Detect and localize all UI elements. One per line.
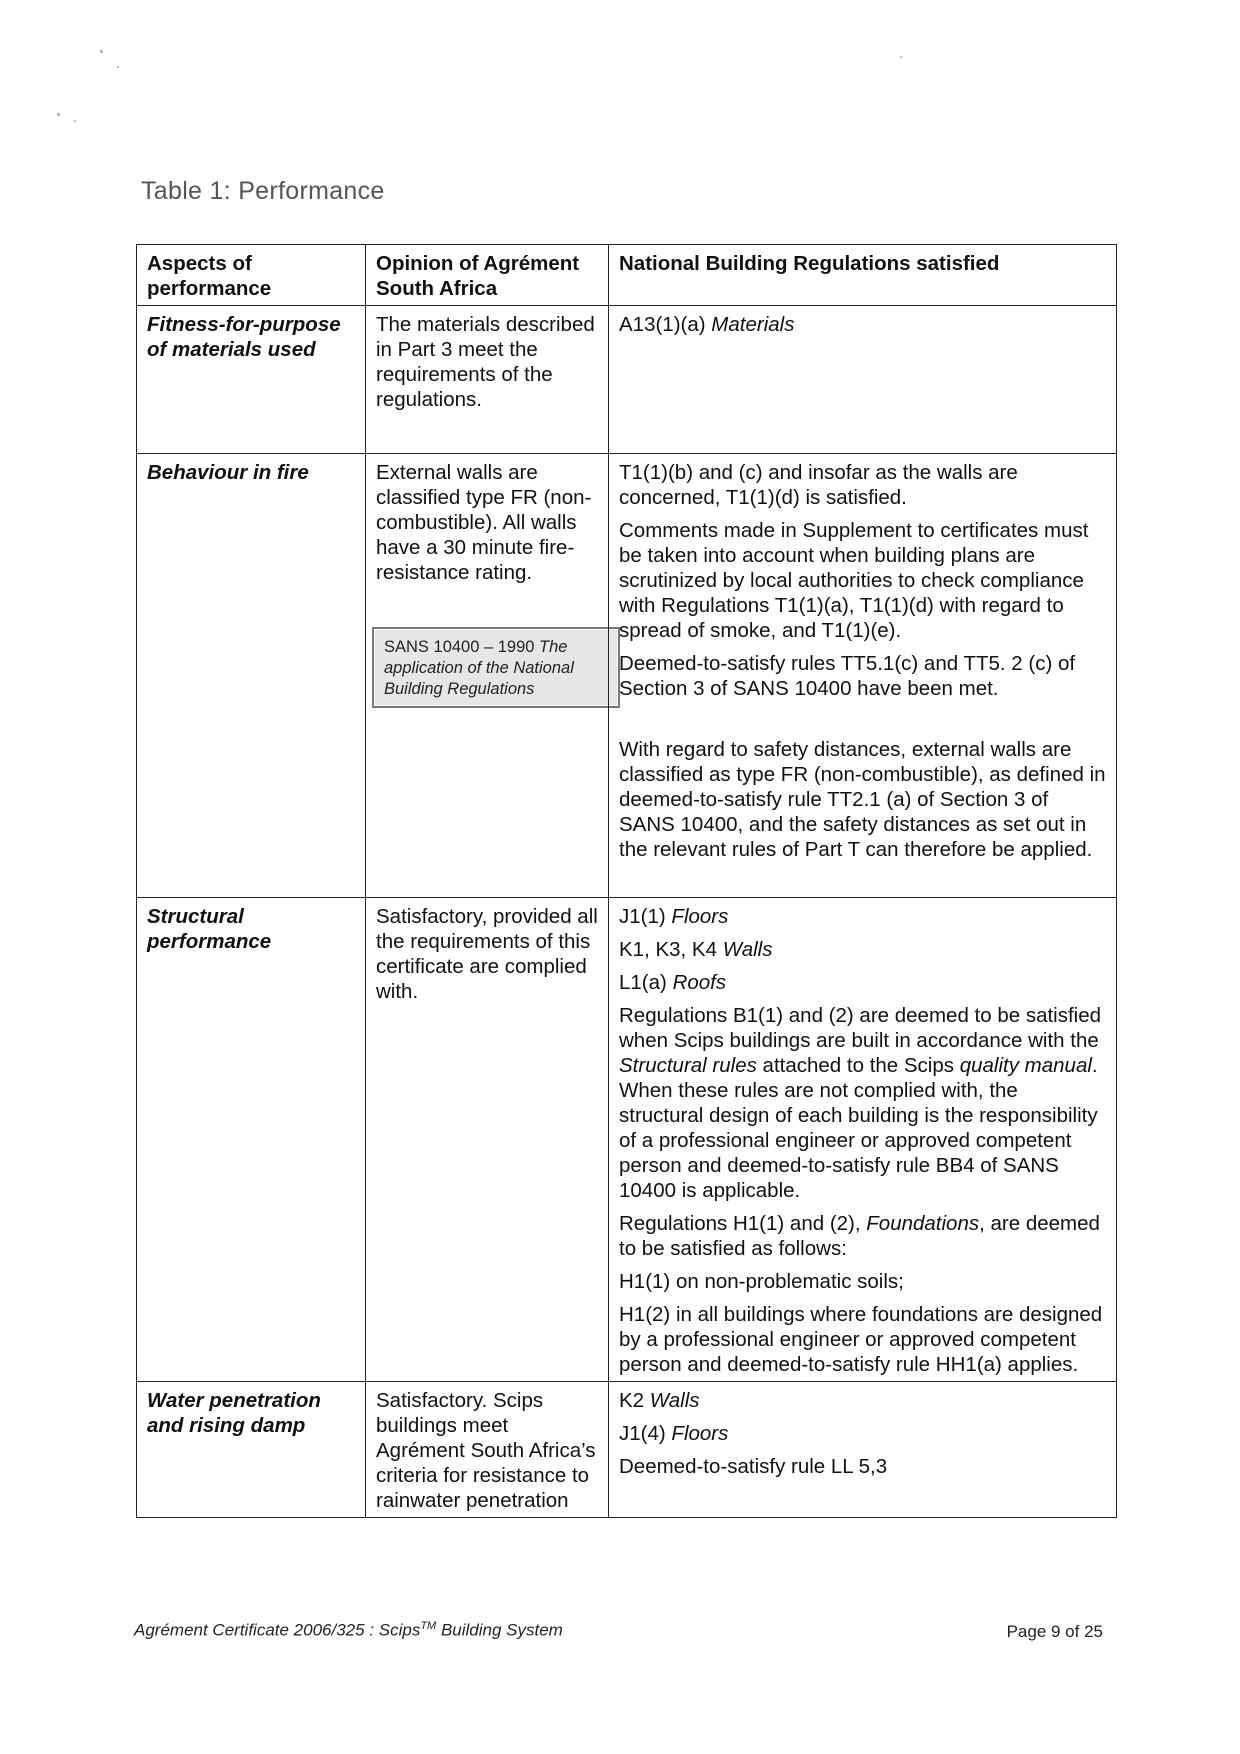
regulation-code: K2 <box>619 1389 645 1412</box>
regulation-para: T1(1)(b) and (c) and insofar as the walls are concerned, T1(1)(d) is satisfied. <box>619 461 1018 509</box>
text-run: Regulations B1(1) and (2) are deemed to be satisfied when Scips buildings are built in accordance with the <box>619 1004 1102 1052</box>
regulation-para: Deemed-to-satisfy rules TT5.1(c) and TT5. 2 (c) of Section 3 of SANS 10400 have been met. <box>619 652 1076 700</box>
aspect-cell: Structural performance <box>137 898 366 1382</box>
text-run-italic: quality manual <box>959 1054 1092 1077</box>
regulation-title: Walls <box>722 938 773 961</box>
scan-speck <box>100 50 103 53</box>
regulation-line <box>619 937 1106 962</box>
sans-code: SANS 10400 – 1990 <box>384 638 535 656</box>
regulation-title: Walls <box>649 1389 700 1412</box>
sans-reference-box <box>372 627 620 708</box>
regulation-para: With regard to safety distances, external walls are classified as type FR (non-combustible), as defined in deemed-to-satisfy rule TT2.1 (a) of Section 3 of SANS 10400, and the safety distances as set out in the relevant rules of Part T can therefore be applied. <box>619 738 1106 861</box>
regulation-line <box>619 312 1106 337</box>
footer-cert-text: Agrément Certificate 2006/325 : Scips <box>134 1620 421 1640</box>
regulation-code: J1(4) <box>619 1422 666 1445</box>
header-aspects: Aspects of performance <box>137 245 366 306</box>
sans-title: The application of the National Building Regulations <box>384 638 574 698</box>
nbr-cell <box>609 454 1117 898</box>
regulation-para <box>619 1211 1106 1261</box>
table-row <box>137 454 1117 898</box>
opinion-cell <box>366 454 609 898</box>
scan-speck <box>117 66 119 68</box>
nbr-cell <box>609 306 1117 454</box>
opinion-cell: Satisfactory, provided all the requirements of this certificate are complied with. <box>366 898 609 1382</box>
regulation-para: Comments made in Supplement to certificates must be taken into account when building plans are scrutinized by local authorities to check compliance with Regulations T1(1)(a), T1(1)(d) with regard to spread of smoke, and T1(1)(e). <box>619 519 1089 642</box>
header-nbr: National Building Regulations satisfied <box>609 245 1117 306</box>
text-run: . When these rules are not complied with, the structural design of each building is the responsibility of a professional engineer or approved competent person and deemed-to-satisfy rule BB4 of SANS 10400 is applicable. <box>619 1054 1098 1202</box>
text-run-italic: Foundations <box>866 1212 980 1235</box>
regulation-line <box>619 904 1106 929</box>
nbr-cell <box>609 898 1117 1382</box>
page-number: Page 9 of 25 <box>1006 1622 1103 1641</box>
scan-speck <box>900 56 902 58</box>
regulation-para <box>619 1003 1106 1203</box>
regulation-code: A13(1)(a) <box>619 313 706 336</box>
regulation-para: Deemed-to-satisfy rule LL 5,3 <box>619 1455 888 1478</box>
performance-table <box>136 244 1117 1518</box>
regulation-line <box>619 1421 1106 1446</box>
opinion-cell: The materials described in Part 3 meet the requirements of the regulations. <box>366 306 609 454</box>
footer-system-text: Building System <box>436 1620 563 1640</box>
page-title: Table 1: Performance <box>141 177 385 205</box>
regulation-title: Floors <box>671 905 729 928</box>
table-row <box>137 306 1117 454</box>
table-row <box>137 898 1117 1382</box>
regulation-para: H1(1) on non-problematic soils; <box>619 1270 904 1293</box>
aspect-cell: Behaviour in fire <box>137 454 366 898</box>
text-run: , are deemed to be satisfied as follows: <box>619 1212 1100 1260</box>
scan-speck <box>57 113 60 116</box>
text-run-italic: Structural rules <box>619 1054 757 1077</box>
regulation-code: L1(a) <box>619 971 667 994</box>
regulation-line <box>619 1388 1106 1413</box>
regulation-code: K1, K3, K4 <box>619 938 718 961</box>
regulation-code: J1(1) <box>619 905 666 928</box>
scan-speck <box>74 120 76 122</box>
paragraph-gap <box>619 709 1106 737</box>
trademark-mark: TM <box>420 1620 437 1632</box>
aspect-cell: Water penetration and rising damp <box>137 1382 366 1518</box>
table-header-row <box>137 245 1117 306</box>
regulation-title: Floors <box>671 1422 729 1445</box>
text-run: attached to the Scips <box>756 1054 960 1077</box>
regulation-title: Materials <box>711 313 795 336</box>
header-opinion: Opinion of Agrément South Africa <box>366 245 609 306</box>
table-row <box>137 1382 1117 1518</box>
regulation-para: H1(2) in all buildings where foundations are designed by a professional engineer or approved competent person and deemed-to-satisfy rule HH1(a) applies. <box>619 1303 1103 1376</box>
opinion-text: External walls are classified type FR (non-combustible). All walls have a 30 minute fire-resistance rating. <box>376 461 592 584</box>
regulation-title: Roofs <box>672 971 727 994</box>
opinion-cell: Satisfactory. Scips buildings meet Agrément South Africa’s criteria for resistance to rainwater penetration <box>366 1382 609 1518</box>
footer-certificate <box>134 1620 563 1641</box>
nbr-cell <box>609 1382 1117 1518</box>
aspect-cell: Fitness-for-purpose of materials used <box>137 306 366 454</box>
text-run: Regulations H1(1) and (2), <box>619 1212 867 1235</box>
regulation-line <box>619 970 1106 995</box>
